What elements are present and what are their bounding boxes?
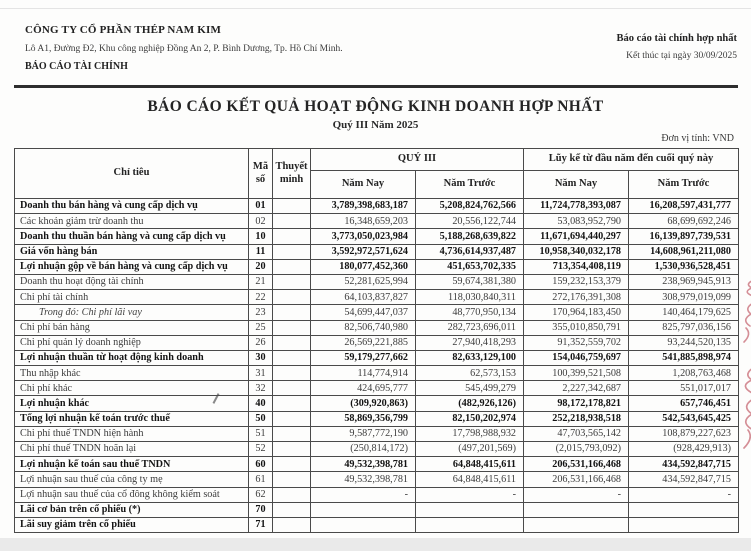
row-value: 100,399,521,508 — [524, 366, 629, 381]
row-value: 26,569,221,885 — [311, 335, 416, 350]
company-address: Lô A1, Đường Đ2, Khu công nghiệp Đồng An 2, P. Bình Dương, Tp. Hồ Chí Minh. — [25, 43, 343, 54]
table-row — [15, 381, 739, 396]
row-value: 2,227,342,687 — [524, 381, 629, 396]
row-note — [273, 457, 311, 472]
row-note — [273, 305, 311, 320]
row-value: 49,532,398,781 — [311, 457, 416, 472]
col-group-quarter: QUÝ III — [311, 149, 524, 171]
row-label: Chi phí thuế TNDN hoãn lại — [15, 442, 249, 457]
row-value: 206,531,166,468 — [524, 457, 629, 472]
scan-page-edge — [0, 538, 751, 551]
row-label: Tổng lợi nhuận kế toán trước thuế — [15, 411, 249, 426]
letterhead-right — [617, 31, 737, 63]
row-label: Doanh thu bán hàng và cung cấp dịch vụ — [15, 199, 249, 214]
row-label: Lợi nhuận sau thuế của công ty mẹ — [15, 472, 249, 487]
row-value: 4,736,614,937,487 — [416, 244, 524, 259]
row-value: 64,848,415,611 — [416, 472, 524, 487]
row-value: 170,964,183,450 — [524, 305, 629, 320]
row-value: (250,814,172) — [311, 442, 416, 457]
row-value: 54,699,447,037 — [311, 305, 416, 320]
row-value: 20,556,122,744 — [416, 214, 524, 229]
row-label: Chi phí thuế TNDN hiện hành — [15, 426, 249, 441]
row-code: 62 — [249, 487, 273, 502]
row-code: 61 — [249, 472, 273, 487]
row-value: (497,201,569) — [416, 442, 524, 457]
row-value: 3,592,972,571,624 — [311, 244, 416, 259]
table-body — [15, 199, 739, 533]
row-note — [273, 442, 311, 457]
table-row — [15, 274, 739, 289]
row-value: 355,010,850,791 — [524, 320, 629, 335]
col-header-criteria: Chỉ tiêu — [15, 149, 249, 199]
table-row — [15, 426, 739, 441]
row-code: 32 — [249, 381, 273, 396]
row-code: 22 — [249, 290, 273, 305]
row-value: 272,176,391,308 — [524, 290, 629, 305]
table-row — [15, 350, 739, 365]
row-code: 01 — [249, 199, 273, 214]
row-value: (309,920,863) — [311, 396, 416, 411]
row-value: 551,017,017 — [629, 381, 739, 396]
table-row — [15, 442, 739, 457]
row-label: Các khoản giảm trừ doanh thu — [15, 214, 249, 229]
row-value: 159,232,153,379 — [524, 274, 629, 289]
table-row — [15, 396, 739, 411]
row-note — [273, 244, 311, 259]
table-row — [15, 472, 739, 487]
row-value: 108,879,227,623 — [629, 426, 739, 441]
row-value: 68,699,692,246 — [629, 214, 739, 229]
row-label: Lợi nhuận gộp về bán hàng và cung cấp dịch vụ — [15, 259, 249, 274]
row-value: - — [416, 487, 524, 502]
row-label: Chi phí bán hàng — [15, 320, 249, 335]
row-value: 657,746,451 — [629, 396, 739, 411]
col-header-q-prior: Năm Trước — [416, 171, 524, 199]
row-value: 140,464,179,625 — [629, 305, 739, 320]
row-code: 60 — [249, 457, 273, 472]
row-label: Thu nhập khác — [15, 366, 249, 381]
row-value: 434,592,847,715 — [629, 472, 739, 487]
row-code: 02 — [249, 214, 273, 229]
row-note — [273, 487, 311, 502]
row-note — [273, 502, 311, 517]
header-row-groups — [15, 149, 739, 171]
row-value — [311, 502, 416, 517]
row-value: 3,789,398,683,187 — [311, 199, 416, 214]
table-header — [15, 149, 739, 199]
row-value: 114,774,914 — [311, 366, 416, 381]
row-value: 82,150,202,974 — [416, 411, 524, 426]
row-note — [273, 426, 311, 441]
table-row — [15, 366, 739, 381]
row-value: - — [629, 487, 739, 502]
document-type-label: BÁO CÁO TÀI CHÍNH — [25, 60, 128, 72]
row-value: 59,179,277,662 — [311, 350, 416, 365]
table-row — [15, 290, 739, 305]
row-code: 26 — [249, 335, 273, 350]
income-statement-table — [14, 148, 739, 533]
row-code: 20 — [249, 259, 273, 274]
row-note — [273, 517, 311, 532]
row-note — [273, 229, 311, 244]
row-value: 542,543,645,425 — [629, 411, 739, 426]
row-value: 154,046,759,697 — [524, 350, 629, 365]
row-label: Lãi suy giảm trên cổ phiếu — [15, 517, 249, 532]
row-code: 30 — [249, 350, 273, 365]
row-value: - — [311, 487, 416, 502]
row-label: Trong đó: Chi phí lãi vay — [15, 305, 249, 320]
col-header-q-current: Năm Nay — [311, 171, 416, 199]
income-statement-table-wrap — [14, 148, 739, 533]
row-note — [273, 320, 311, 335]
row-code: 50 — [249, 411, 273, 426]
table-row — [15, 244, 739, 259]
row-code: 52 — [249, 442, 273, 457]
row-label: Lãi cơ bản trên cổ phiếu (*) — [15, 502, 249, 517]
report-period-label: Kết thúc tại ngày 30/09/2025 — [626, 50, 737, 61]
row-value: 82,506,740,980 — [311, 320, 416, 335]
row-label: Chi phí tài chính — [15, 290, 249, 305]
row-value: 48,770,950,134 — [416, 305, 524, 320]
row-note — [273, 290, 311, 305]
row-value: 252,218,938,518 — [524, 411, 629, 426]
col-header-note: Thuyết minh — [273, 149, 311, 199]
col-header-ytd-prior: Năm Trước — [629, 171, 739, 199]
report-title: BÁO CÁO KẾT QUẢ HOẠT ĐỘNG KINH DOANH HỢP NHẤT — [147, 98, 604, 115]
report-subtitle: Quý III Năm 2025 — [332, 119, 419, 131]
header-divider-rule — [14, 85, 738, 88]
row-value: (482,926,126) — [416, 396, 524, 411]
row-value: 282,723,696,011 — [416, 320, 524, 335]
row-value: 308,979,019,099 — [629, 290, 739, 305]
row-value: 27,940,418,293 — [416, 335, 524, 350]
row-code: 51 — [249, 426, 273, 441]
row-value: 180,077,452,360 — [311, 259, 416, 274]
row-label: Lợi nhuận thuần từ hoạt động kinh doanh — [15, 350, 249, 365]
row-note — [273, 199, 311, 214]
col-group-ytd: Lũy kế từ đầu năm đến cuối quý này — [524, 149, 739, 171]
row-code: 70 — [249, 502, 273, 517]
row-value: 49,532,398,781 — [311, 472, 416, 487]
row-value: 118,030,840,311 — [416, 290, 524, 305]
row-value: (2,015,793,092) — [524, 442, 629, 457]
reviewer-pen-scribble-lower — [730, 360, 751, 452]
row-value: 1,530,936,528,451 — [629, 259, 739, 274]
row-value: 64,848,415,611 — [416, 457, 524, 472]
table-row — [15, 229, 739, 244]
row-value: 14,608,961,211,080 — [629, 244, 739, 259]
row-value: 16,348,659,203 — [311, 214, 416, 229]
row-code: 71 — [249, 517, 273, 532]
row-note — [273, 366, 311, 381]
row-label: Doanh thu hoạt động tài chính — [15, 274, 249, 289]
report-type-label: Báo cáo tài chính hợp nhất — [616, 33, 737, 44]
row-value: (928,429,913) — [629, 442, 739, 457]
row-code: 31 — [249, 366, 273, 381]
row-label: Lợi nhuận sau thuế của cổ đông không kiểm soát — [15, 487, 249, 502]
row-value: 62,573,153 — [416, 366, 524, 381]
col-header-code: Mã số — [249, 149, 273, 199]
reviewer-pen-scribble-upper — [732, 276, 751, 346]
row-note — [273, 350, 311, 365]
row-value — [416, 502, 524, 517]
row-note — [273, 472, 311, 487]
row-code: 11 — [249, 244, 273, 259]
row-value: 713,354,408,119 — [524, 259, 629, 274]
row-value: 58,869,356,799 — [311, 411, 416, 426]
row-note — [273, 411, 311, 426]
row-note — [273, 259, 311, 274]
row-value: 541,885,898,974 — [629, 350, 739, 365]
table-row — [15, 259, 739, 274]
row-value: 10,958,340,032,178 — [524, 244, 629, 259]
table-row — [15, 320, 739, 335]
col-header-ytd-current: Năm Nay — [524, 171, 629, 199]
row-value: 47,703,565,142 — [524, 426, 629, 441]
row-value — [416, 517, 524, 532]
table-row — [15, 335, 739, 350]
row-value: 16,139,897,739,531 — [629, 229, 739, 244]
row-label: Lợi nhuận kế toán sau thuế TNDN — [15, 457, 249, 472]
row-value: 238,969,945,913 — [629, 274, 739, 289]
row-code: 10 — [249, 229, 273, 244]
row-value: 52,281,625,994 — [311, 274, 416, 289]
row-value: 17,798,988,932 — [416, 426, 524, 441]
row-value: 9,587,772,190 — [311, 426, 416, 441]
row-value: 11,724,778,393,087 — [524, 199, 629, 214]
row-value — [524, 517, 629, 532]
table-row — [15, 305, 739, 320]
row-value: 64,103,837,827 — [311, 290, 416, 305]
row-value: 545,499,279 — [416, 381, 524, 396]
row-value — [629, 517, 739, 532]
letterhead-left — [25, 22, 343, 74]
row-value: 434,592,847,715 — [629, 457, 739, 472]
row-code: 23 — [249, 305, 273, 320]
row-label: Chi phí quản lý doanh nghiệp — [15, 335, 249, 350]
row-value: 451,653,702,335 — [416, 259, 524, 274]
row-code: 21 — [249, 274, 273, 289]
row-value: 93,244,520,135 — [629, 335, 739, 350]
currency-unit-note: Đơn vị tính: VND — [661, 133, 734, 144]
table-row — [15, 214, 739, 229]
row-value: 59,674,381,380 — [416, 274, 524, 289]
company-name: CÔNG TY CỔ PHẦN THÉP NAM KIM — [25, 24, 222, 36]
row-note — [273, 381, 311, 396]
row-label: Chi phí khác — [15, 381, 249, 396]
table-row — [15, 487, 739, 502]
row-value: - — [524, 487, 629, 502]
row-value: 11,671,694,440,297 — [524, 229, 629, 244]
table-row — [15, 502, 739, 517]
table-row — [15, 411, 739, 426]
row-value: 424,695,777 — [311, 381, 416, 396]
row-value: 1,208,763,468 — [629, 366, 739, 381]
row-value: 82,633,129,100 — [416, 350, 524, 365]
table-row — [15, 457, 739, 472]
row-value — [629, 502, 739, 517]
scan-edge-line — [0, 8, 751, 9]
row-note — [273, 396, 311, 411]
row-code: 40 — [249, 396, 273, 411]
row-value: 16,208,597,431,777 — [629, 199, 739, 214]
row-code: 25 — [249, 320, 273, 335]
row-value: 53,083,952,790 — [524, 214, 629, 229]
table-row — [15, 517, 739, 532]
row-value: 3,773,050,023,984 — [311, 229, 416, 244]
row-note — [273, 335, 311, 350]
row-value: 98,172,178,821 — [524, 396, 629, 411]
row-value: 206,531,166,468 — [524, 472, 629, 487]
row-note — [273, 274, 311, 289]
row-label: Doanh thu thuần bán hàng và cung cấp dịch vụ — [15, 229, 249, 244]
row-value: 5,188,268,639,822 — [416, 229, 524, 244]
row-value — [311, 517, 416, 532]
row-label: Lợi nhuận khác — [15, 396, 249, 411]
row-value: 825,797,036,156 — [629, 320, 739, 335]
row-value: 91,352,559,702 — [524, 335, 629, 350]
row-value: 5,208,824,762,566 — [416, 199, 524, 214]
row-note — [273, 214, 311, 229]
row-label: Giá vốn hàng bán — [15, 244, 249, 259]
table-row — [15, 199, 739, 214]
row-value — [524, 502, 629, 517]
